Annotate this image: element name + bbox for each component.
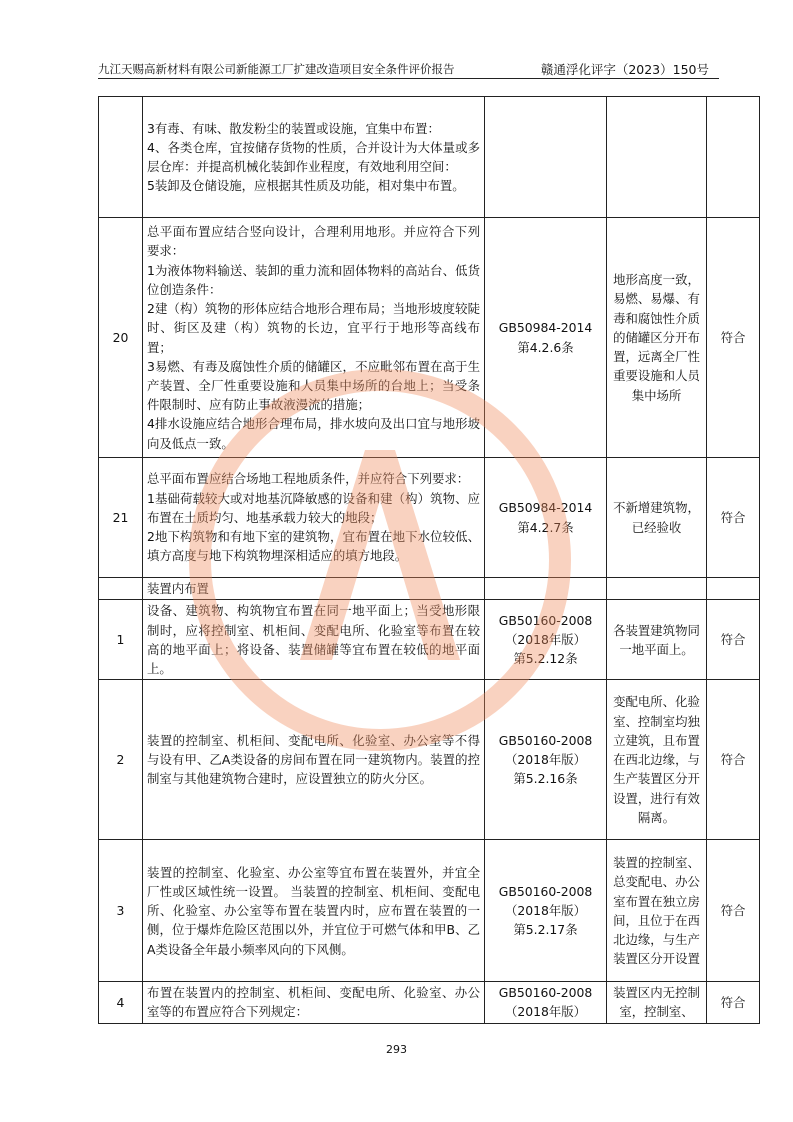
requirement-line: 装置的控制室、化验室、办公室等宜布置在装置外，并宜全厂性或区域性统一设置。 当装置的控制室、机柜间、变配电所、化验室、办公室等布置在装置内时，应布置在装置的一侧，位于爆炸危险区范围以外，并宜位于可燃气体和甲B、乙A类设备全年最小频率风向的下风侧。 (147, 864, 480, 957)
standard-cell (485, 218, 607, 458)
requirement-cell (143, 458, 485, 578)
standard-line: GB50160-2008 (498, 883, 593, 899)
actual-situation-cell (607, 578, 707, 600)
actual-situation-cell: 不新增建筑物，已经验收 (607, 458, 707, 578)
actual-situation-cell: 装置的控制室、总变配电、办公室布置在独立房间，且位于在西北边缘，与生产装置区分开设置 (607, 840, 707, 982)
result-cell: 符合 (707, 458, 760, 578)
row-number (99, 578, 143, 600)
requirement-line: 1为液体物料输送、装卸的重力流和固体物料的高站台、低货位创造条件： (147, 262, 480, 297)
requirement-line: 3易燃、有毒及腐蚀性介质的储罐区，不应毗邻布置在高于生产装置、全厂性重要设施和人员集中场所的台地上；当受条件限制时、应有防止事故液漫流的措施； (147, 358, 480, 413)
result-cell: 符合 (707, 218, 760, 458)
header-divider (98, 78, 719, 79)
standard-cell (485, 458, 607, 578)
result-cell: 符合 (707, 840, 760, 982)
standard-line: GB50160-2008 (498, 985, 593, 1001)
requirement-line: 总平面布置应结合场地工程地质条件，并应符合下列要求： (147, 471, 470, 487)
requirement-line: 5装卸及仓储设施，应根据其性质及功能，相对集中布置。 (147, 178, 465, 194)
row-number: 2 (99, 680, 143, 840)
standard-cell (485, 840, 607, 982)
row-number: 20 (99, 218, 143, 458)
requirement-cell (143, 97, 485, 218)
page-number: 293 (386, 1043, 407, 1056)
standard-cell (485, 97, 607, 218)
table-row (99, 458, 760, 578)
standard-line: GB50984-2014 (498, 500, 593, 516)
standard-line: （2018年版） (504, 752, 587, 768)
header-title: 九江天赐高新材料有限公司新能源工厂扩建改造项目安全条件评价报告 (98, 62, 455, 76)
row-number: 1 (99, 600, 143, 680)
actual-situation-cell: 装置区内无控制室，控制室、 (607, 982, 707, 1023)
standard-line: （2018年版） (504, 903, 587, 919)
standard-line: 第4.2.7条 (517, 519, 574, 535)
row-number: 3 (99, 840, 143, 982)
requirement-line: 布置在装置内的控制室、机柜间、变配电所、化验室、办公室等的布置应符合下列规定： (147, 985, 480, 1020)
requirement-line: 2地下构筑物和有地下室的建筑物，宜布置在地下水位较低、填方高度与地下构筑物埋深相适应的填方地段。 (147, 529, 480, 564)
table-row (99, 600, 760, 680)
table-row (99, 218, 760, 458)
requirement-line: 总平面布置应结合竖向设计，合理利用地形。并应符合下列要求： (147, 224, 480, 259)
standard-line: 第5.2.17条 (513, 922, 578, 938)
report-number: 赣通浮化评字（2023）150号 (540, 62, 709, 77)
row-number: 21 (99, 458, 143, 578)
row-number: 4 (99, 982, 143, 1023)
standard-line: （2018年版） (504, 1004, 587, 1020)
table-row (99, 578, 760, 600)
actual-situation-cell: 变配电所、化验室、控制室均独立建筑，且布置在西北边缘，与生产装置区分开设置，进行有效隔离。 (607, 680, 707, 840)
result-cell: 符合 (707, 680, 760, 840)
table-row (99, 840, 760, 982)
requirement-cell (143, 840, 485, 982)
result-cell (707, 578, 760, 600)
requirement-cell (143, 680, 485, 840)
result-cell (707, 97, 760, 218)
requirement-cell (143, 578, 485, 600)
requirement-line: 4、各类仓库，宜按储存货物的性质，合并设计为大体量或多层仓库：并提高机械化装卸作业程度，有效地利用空间： (147, 139, 480, 174)
standard-line: GB50984-2014 (498, 320, 593, 336)
standard-line: 第5.2.16条 (513, 771, 578, 787)
requirement-line: 2建（构）筑物的形体应结合地形合理布局；当地形坡度较陡时、街区及建（构）筑物的长边，宜平行于地形等高线布置； (147, 301, 480, 355)
actual-situation-cell: 地形高度一致，易燃、易爆、有毒和腐蚀性介质的储罐区分开布置，远离全厂性重要设施和人员集中场所 (607, 218, 707, 458)
standard-line: （2018年版） (504, 632, 587, 648)
standard-cell (485, 578, 607, 600)
standard-line: GB50160-2008 (498, 732, 593, 748)
result-cell: 符合 (707, 982, 760, 1023)
requirement-cell (143, 982, 485, 1023)
evaluation-table (98, 96, 760, 1024)
table-row (99, 982, 760, 1023)
standard-cell (485, 600, 607, 680)
requirement-cell (143, 218, 485, 458)
requirement-line: 1基础荷载较大或对地基沉降敏感的设备和建（构）筑物、应布置在土质均匀、地基承载力较大的地段； (147, 490, 480, 525)
requirement-line: 3有毒、有味、散发粉尘的装置或设施，宜集中布置： (147, 120, 440, 136)
table-row (99, 97, 760, 218)
actual-situation-cell (607, 97, 707, 218)
standard-line: 第4.2.6条 (517, 339, 574, 355)
table-row (99, 680, 760, 840)
standard-cell (485, 982, 607, 1023)
row-number (99, 97, 143, 218)
requirement-cell (143, 600, 485, 680)
actual-situation-cell: 各装置建筑物同一地平面上。 (607, 600, 707, 680)
requirement-line: 装置内布置 (147, 581, 209, 596)
requirement-line: 装置的控制室、机柜间、变配电所、化验室、办公室等不得与设有甲、乙A类设备的房间布置在同一建筑物内。装置的控制室与其他建筑物合建时，应设置独立的防火分区。 (147, 732, 480, 787)
requirement-line: 4排水设施应结合地形合理布局，排水坡向及出口宜与地形坡向及低点一致。 (147, 416, 480, 451)
requirement-line: 设备、建筑物、构筑物宜布置在同一地平面上；当受地形限制时，应将控制室、机柜间、变配电所、化验室等布置在较高的地平面上；将设备、装置储罐等宜布置在较低的地平面上。 (147, 603, 480, 676)
standard-cell (485, 680, 607, 840)
result-cell: 符合 (707, 600, 760, 680)
standard-line: 第5.2.12条 (513, 651, 578, 667)
standard-line: GB50160-2008 (498, 612, 593, 628)
